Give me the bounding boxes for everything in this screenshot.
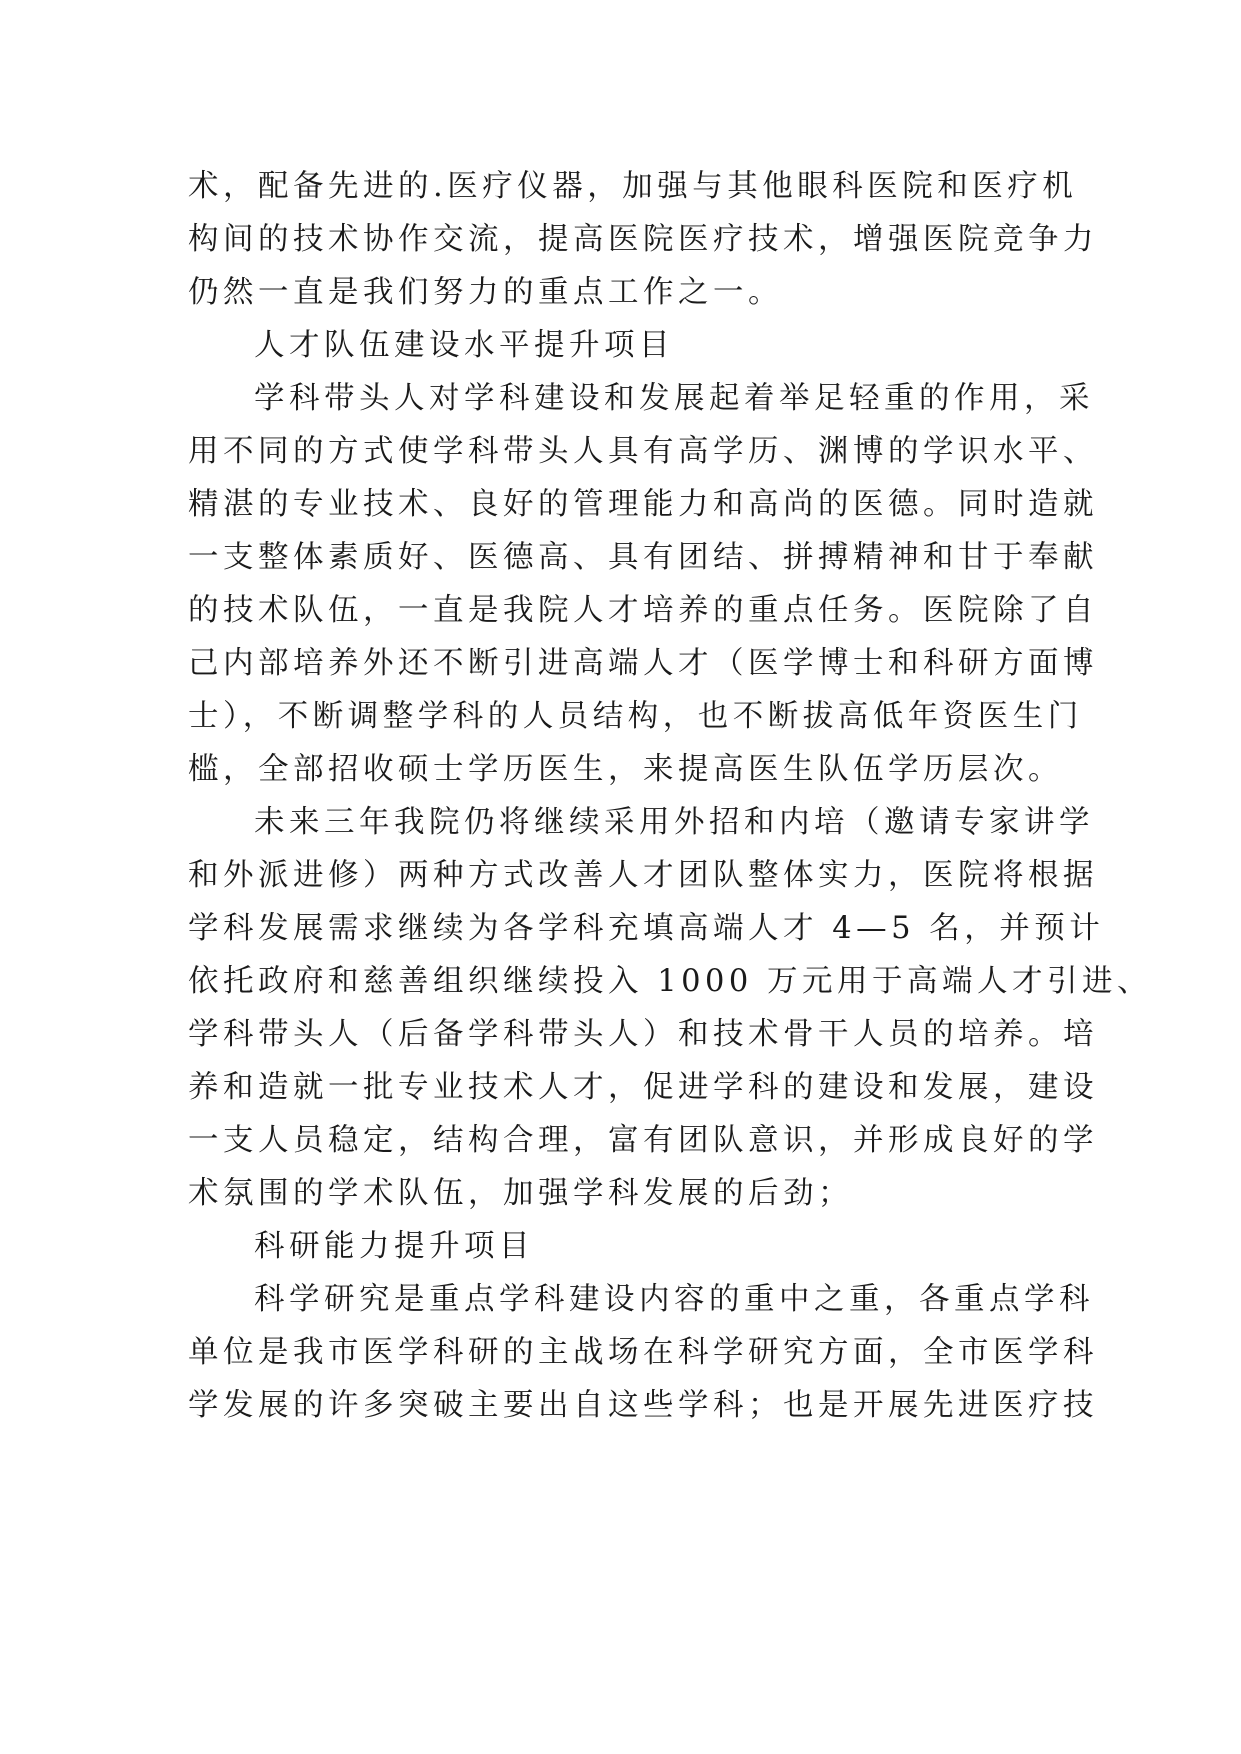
text-line: 学科带头人对学科建设和发展起着举足轻重的作用，采 <box>254 381 1094 416</box>
text-line: 学科带头人（后备学科带头人）和技术骨干人员的培养。培 <box>188 1017 1098 1052</box>
heading-text: 科研能力提升项目 <box>254 1229 534 1264</box>
text-line: 槛，全部招收硕士学历医生，来提高医生队伍学历层次。 <box>188 752 1063 787</box>
text-line: 和外派进修）两种方式改善人才团队整体实力，医院将根据 <box>188 858 1098 893</box>
document-body <box>188 160 1153 1432</box>
text-line: 士），不断调整学科的人员结构，也不断拔高低年资医生门 <box>188 699 1083 734</box>
paragraph-discipline-leaders <box>188 372 1098 796</box>
paragraph-research <box>188 1273 1098 1432</box>
text-line: 一支整体素质好、医德高、具有团结、拼搏精神和甘于奉献 <box>188 540 1098 575</box>
text-line: 依托政府和慈善组织继续投入 1000 万元用于高端人才引进、 <box>188 964 1153 999</box>
text-line: 术氛围的学术队伍，加强学科发展的后劲； <box>188 1176 853 1211</box>
paragraph-continuation <box>188 160 1098 319</box>
heading-text: 人才队伍建设水平提升项目 <box>254 328 674 363</box>
text-line: 未来三年我院仍将继续采用外招和内培（邀请专家讲学 <box>254 805 1094 840</box>
text-line: 构间的技术协作交流，提高医院医疗技术，增强医院竞争力 <box>188 222 1098 257</box>
text-line: 精湛的专业技术、良好的管理能力和高尚的医德。同时造就 <box>188 487 1098 522</box>
text-line: 一支人员稳定，结构合理，富有团队意识，并形成良好的学 <box>188 1123 1098 1158</box>
text-line: 的技术队伍，一直是我院人才培养的重点任务。医院除了自 <box>188 593 1098 628</box>
text-line: 术，配备先进的.医疗仪器，加强与其他眼科医院和医疗机 <box>188 169 1078 204</box>
text-line: 学发展的许多突破主要出自这些学科；也是开展先进医疗技 <box>188 1388 1098 1423</box>
text-line: 养和造就一批专业技术人才，促进学科的建设和发展，建设 <box>188 1070 1098 1105</box>
text-line: 单位是我市医学科研的主战场在科学研究方面，全市医学科 <box>188 1335 1098 1370</box>
text-line: 学科发展需求继续为各学科充填高端人才 4—5 名，并预计 <box>188 911 1105 946</box>
paragraph-three-year-plan <box>188 796 1153 1220</box>
text-line: 己内部培养外还不断引进高端人才（医学博士和科研方面博 <box>188 646 1098 681</box>
text-line: 用不同的方式使学科带头人具有高学历、渊博的学识水平、 <box>188 434 1098 469</box>
section-heading-talent <box>188 319 1053 372</box>
text-line: 仍然一直是我们努力的重点工作之一。 <box>188 275 783 310</box>
section-heading-research <box>188 1220 1053 1273</box>
text-line: 科学研究是重点学科建设内容的重中之重，各重点学科 <box>254 1282 1094 1317</box>
